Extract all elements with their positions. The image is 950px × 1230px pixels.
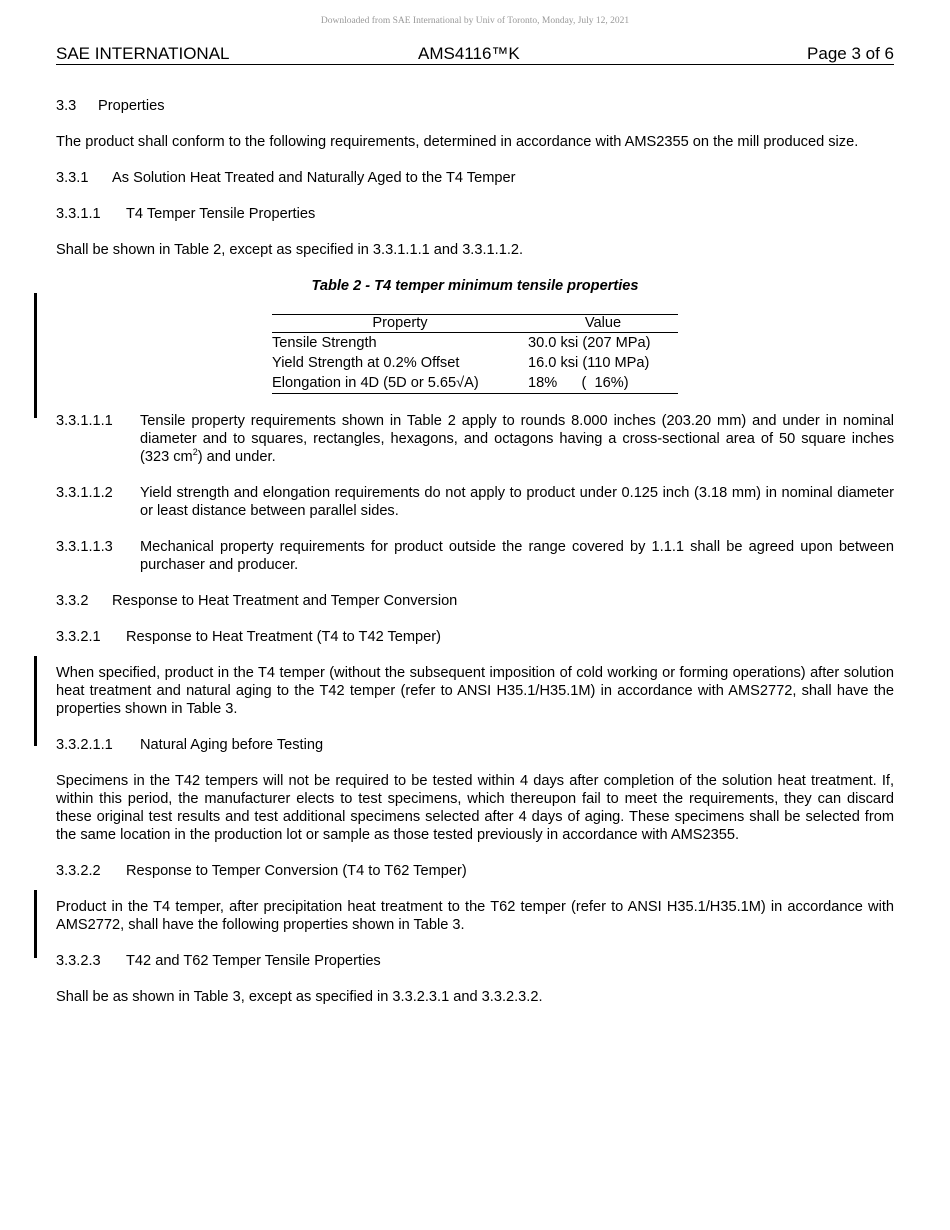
table-cell: 18% ( 16%) (528, 373, 678, 394)
table-row (272, 353, 678, 373)
column-header: Value (528, 315, 678, 333)
table-cell: Yield Strength at 0.2% Offset (272, 355, 460, 371)
paragraph: Shall be shown in Table 2, except as specified in 3.3.1.1.1 and 3.3.1.1.2. (56, 242, 524, 258)
change-bar (34, 293, 37, 418)
page-header (56, 44, 894, 65)
section-heading: 3.3.1 As Solution Heat Treated and Naturally Aged to the T4 Temper (56, 170, 516, 186)
header-doc-number: AMS4116™K (418, 44, 520, 63)
table-cell: 30.0 ksi (207 MPa) (528, 335, 651, 351)
section-heading: 3.3.2.1.1 Natural Aging before Testing (56, 737, 324, 753)
subsection: 3.3.1.1.1 Tensile property requirements shown in Table 2 apply to rounds 8.000 inches (203.20 mm) and under in nominal diameter and to squares, rectangles, hexagons, and octagons having a cross-sectional area of 50 square inches (323 $cm^2$) and under. (56, 413, 894, 465)
header-page-number: Page 3 of 6 (807, 44, 894, 63)
paragraph: The product shall conform to the following requirements, determined in accordance with AMS2355 on the mill produced size. (56, 134, 859, 150)
table-caption: Table 2 - T4 temper minimum tensile properties (311, 278, 639, 294)
subsection: 3.3.1.1.3 Mechanical property requirements for product outside the range covered by 1.1.1 shall be agreed upon between purchaser and producer. (56, 539, 894, 573)
change-bar (34, 890, 37, 958)
subsection: 3.3.1.1.2 Yield strength and elongation requirements do not apply to product under 0.125 inch (3.18 mm) in nominal diameter or least distance between parallel sides. (56, 485, 894, 519)
paragraph: Shall be as shown in Table 3, except as specified in 3.3.2.3.1 and 3.3.2.3.2. (56, 989, 543, 1005)
table-row (272, 333, 678, 354)
table-cell: Tensile Strength (272, 335, 377, 351)
change-bar (34, 656, 37, 746)
section-heading: 3.3 Properties (56, 98, 165, 114)
section-heading: 3.3.2.3 T42 and T62 Temper Tensile Properties (56, 953, 381, 969)
table-cell: Elongation in 4D (5D or 5.65√A) (272, 373, 528, 394)
column-header: Property (272, 315, 528, 333)
table-row (272, 373, 678, 394)
paragraph: Product in the T4 temper, after precipitation heat treatment to the T62 temper (refer to ANSI H35.1/H35.1M) in accordance with AMS2772, shall have the following properties shown in Table 3. (56, 899, 894, 933)
header-org: SAE INTERNATIONAL (56, 44, 230, 63)
section-heading: 3.3.2.1 Response to Heat Treatment (T4 to T42 Temper) (56, 629, 441, 645)
section-heading: 3.3.2.2 Response to Temper Conversion (T4 to T62 Temper) (56, 863, 467, 879)
download-watermark: Downloaded from SAE International by Univ of Toronto, Monday, July 12, 2021 (320, 16, 630, 26)
document-body (56, 97, 894, 1024)
paragraph: When specified, product in the T4 temper (without the subsequent imposition of cold working or forming operations) after solution heat treatment and natural aging to the T42 temper (refer to ANSI H35.1/H35.1M) in accordance with AMS2772, shall have the properties shown in Table 3. (56, 665, 894, 717)
paragraph: Specimens in the T42 tempers will not be required to be tested within 4 days after completion of the solution heat treatment. If, within this period, the manufacturer elects to test specimens, which thereupon fail to meet the requirements, they can discard these original test results and test additional specimens selected after 4 days of aging. These specimens shall be selected from the same location in the production lot or sample as those tested previously in accordance with AMS2355. (56, 773, 894, 843)
tensile-properties-table (272, 314, 678, 394)
table-header-row (272, 315, 678, 333)
section-heading: 3.3.1.1 T4 Temper Tensile Properties (56, 206, 316, 222)
table-cell: 16.0 ksi (110 MPa) (528, 355, 650, 371)
section-heading: 3.3.2 Response to Heat Treatment and Temper Conversion (56, 593, 458, 609)
